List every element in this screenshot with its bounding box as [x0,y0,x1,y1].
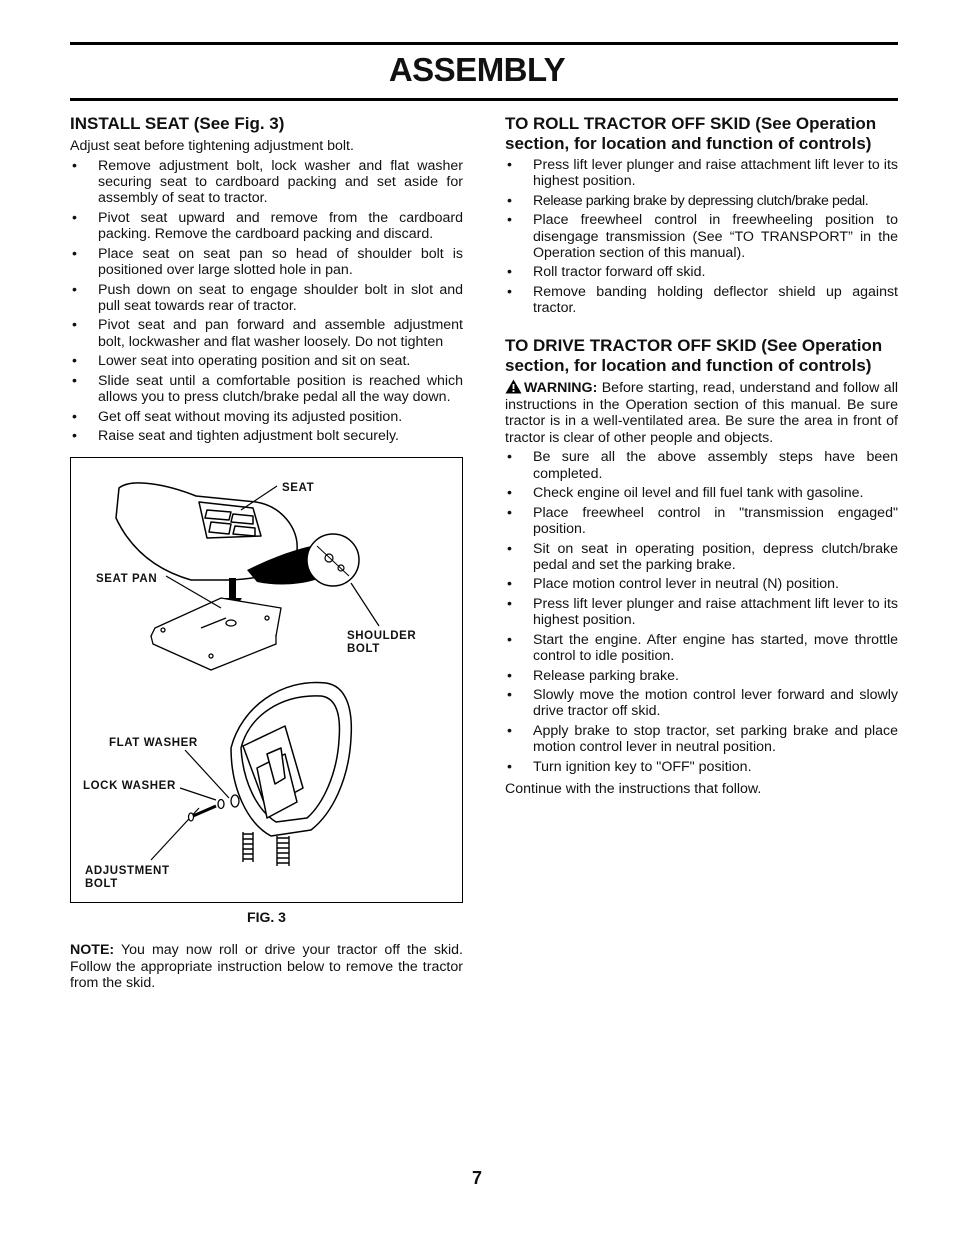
warning-paragraph [505,379,898,446]
list-item: • Remove adjustment bolt, lock washer and flat washer securing seat to cardboard packing and set aside for assembly of seat to tractor. [70,158,463,207]
list-item: • Place motion control lever in neutral (N) position. [505,576,898,592]
warning-label: WARNING: [524,380,598,397]
list-item: • Lower seat into operating position and sit on seat. [70,353,463,369]
label-seat-pan: SEAT PAN [96,573,158,586]
list-item: • Start the engine. After engine has started, move throttle control to idle position. [505,632,898,664]
list-item: • Check engine oil level and fill fuel tank with gasoline. [505,485,898,501]
list-item: • Place freewheel control in freewheeling position to disengage transmission (See “TO TRANSPORT” in the Operation section of this manual). [505,212,898,261]
roll-off-title: TO ROLL TRACTOR OFF SKID (See Operation section, for location and function of controls) [505,114,877,153]
list-item: • Place seat on seat pan so head of shoulder bolt is positioned over large slotted hole in pan. [70,246,463,278]
list-item: • Roll tractor forward off skid. [505,264,898,280]
install-seat-steps [70,158,463,444]
list-item: • Press lift lever plunger and raise attachment lift lever to its highest position. [505,157,898,189]
list-item: • Get off seat without moving its adjusted position. [70,409,463,425]
drive-off-steps [505,449,898,775]
list-item: • Push down on seat to engage shoulder bolt in slot and pull seat towards rear of tractor. [70,282,463,314]
label-shoulder-bolt [347,630,416,656]
list-item: • Be sure all the above assembly steps have been completed. [505,449,898,481]
list-item: • Apply brake to stop tractor, set parking brake and place motion control lever in neutral position. [505,723,898,755]
list-item: • Slide seat until a comfortable position is reached which allows you to press clutch/brake pedal all the way down. [70,373,463,405]
list-item: • Raise seat and tighten adjustment bolt securely. [70,428,463,444]
page-heading: ASSEMBLY [388,51,566,88]
install-seat-title: INSTALL SEAT (See Fig. 3) [70,114,285,133]
label-adjustment-bolt-line2: BOLT [85,878,118,891]
warning-text: Before starting, read, understand and follow all instructions in the Operation section of this manual. Be sure tractor is in a well-ventilated area. Be sure the area in front of tractor is clear of other people and objects. [505,380,898,446]
figure-3 [70,457,463,903]
list-item: • Pivot seat and pan forward and assemble adjustment bolt, lockwasher and flat washer loosely. Do not tighten [70,317,463,349]
top-rule [70,42,898,45]
label-shoulder-bolt-line1: SHOULDER [347,630,417,643]
label-adjustment-bolt [85,865,170,891]
list-item: • Release parking brake. [505,668,898,684]
label-lock-washer: LOCK WASHER [83,780,176,793]
heading-rule [70,98,898,101]
note-text: You may now roll or drive your tractor off the skid. Follow the appropriate instruction below to remove the tractor from the skid. [70,942,463,992]
left-column [70,114,463,992]
list-item: • Pivot seat upward and remove from the cardboard packing. Remove the cardboard packing and discard. [70,210,463,242]
drive-off-title: TO DRIVE TRACTOR OFF SKID (See Operation section, for location and function of controls) [505,336,883,375]
seat-assembly-illustration [71,458,464,904]
figure-caption: FIG. 3 [247,909,286,926]
closing-text: Continue with the instructions that follow. [505,780,762,797]
page-number: 7 [471,1168,482,1188]
right-column [505,114,898,797]
label-shoulder-bolt-line2: BOLT [347,643,380,656]
note-paragraph [70,942,463,992]
note-label: NOTE: [70,942,115,959]
list-item: • Place freewheel control in "transmission engaged" position. [505,505,898,537]
list-item: • Slowly move the motion control lever forward and slowly drive tractor off skid. [505,687,898,719]
list-item: • Release parking brake by depressing clutch/brake pedal. [505,193,898,209]
warning-icon [505,379,522,394]
list-item: • Sit on seat in operating position, depress clutch/brake pedal and set the parking brake. [505,541,898,573]
list-item: • Press lift lever plunger and raise attachment lift lever to its highest position. [505,596,898,628]
list-item: • Turn ignition key to "OFF" position. [505,759,898,775]
install-seat-intro: Adjust seat before tightening adjustment bolt. [70,137,354,154]
label-seat: SEAT [282,482,315,495]
list-item: • Remove banding holding deflector shield up against tractor. [505,284,898,316]
roll-off-steps [505,157,898,316]
label-flat-washer: FLAT WASHER [109,737,198,750]
label-adjustment-bolt-line1: ADJUSTMENT [85,865,170,878]
